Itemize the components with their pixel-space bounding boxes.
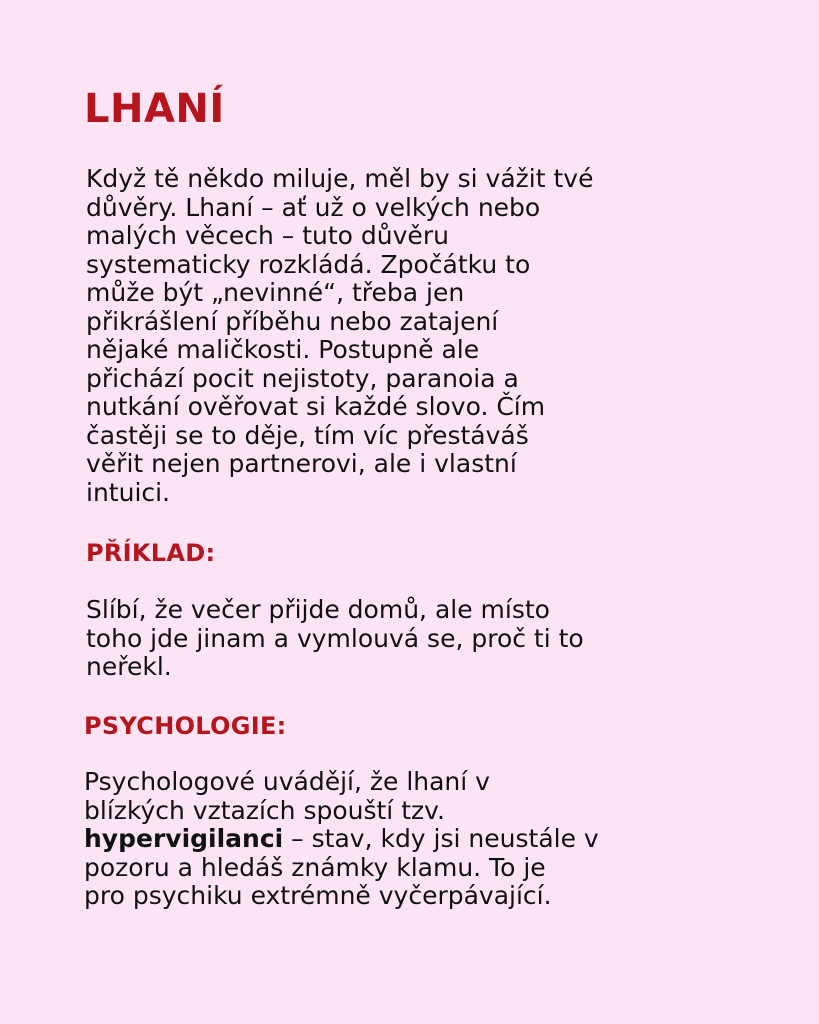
text-line: nutkání ověřovat si každé slovo. Čím <box>86 392 546 421</box>
text-line: důvěry. Lhaní – ať už o velkých nebo <box>86 192 541 222</box>
text-line <box>84 825 599 854</box>
text-line: nějaké maličkosti. Postupně ale <box>86 335 480 364</box>
page-title: LHANÍ <box>84 86 225 132</box>
text-line: systematicky rozkládá. Zpočátku to <box>86 249 531 279</box>
text-line: malých věcech – tuto důvěru <box>86 221 449 250</box>
text-line: Když tě někdo miluje, měl by si vážit tvé <box>86 164 594 193</box>
text-segment: – stav, kdy jsi neustále v <box>283 824 599 853</box>
text-line: pozoru a hledáš známky klamu. To je <box>84 852 546 882</box>
text-line: pro psychiku extrémně vyčerpávající. <box>84 881 552 910</box>
text-line: může být „nevinné“, třeba jen <box>86 278 465 307</box>
highlighted-term: hypervigilanci <box>84 824 284 853</box>
text-line: Slíbí, že večer přijde domů, ale místo <box>86 595 550 624</box>
example-paragraph <box>86 596 584 682</box>
text-line: toho jde jinam a vymlouvá se, proč ti to <box>86 623 584 653</box>
text-line: Psychologové uvádějí, že lhaní v <box>84 767 490 796</box>
text-line: neřekl. <box>86 652 172 681</box>
example-heading: PŘÍKLAD: <box>86 539 216 567</box>
text-line: věřit nejen partnerovi, ale i vlastní <box>86 449 517 478</box>
text-line: blízkých vztazích spouští tzv. <box>84 795 445 825</box>
text-line: přikrášlení příběhu nebo zatajení <box>86 306 499 336</box>
text-line: přichází pocit nejistoty, paranoia a <box>86 363 519 393</box>
psychology-heading: PSYCHOLOGIE: <box>84 712 287 740</box>
intro-paragraph <box>86 165 593 507</box>
text-line: častěji se to děje, tím víc přestáváš <box>86 420 529 450</box>
text-line: intuici. <box>86 477 171 507</box>
psychology-paragraph <box>84 768 599 911</box>
